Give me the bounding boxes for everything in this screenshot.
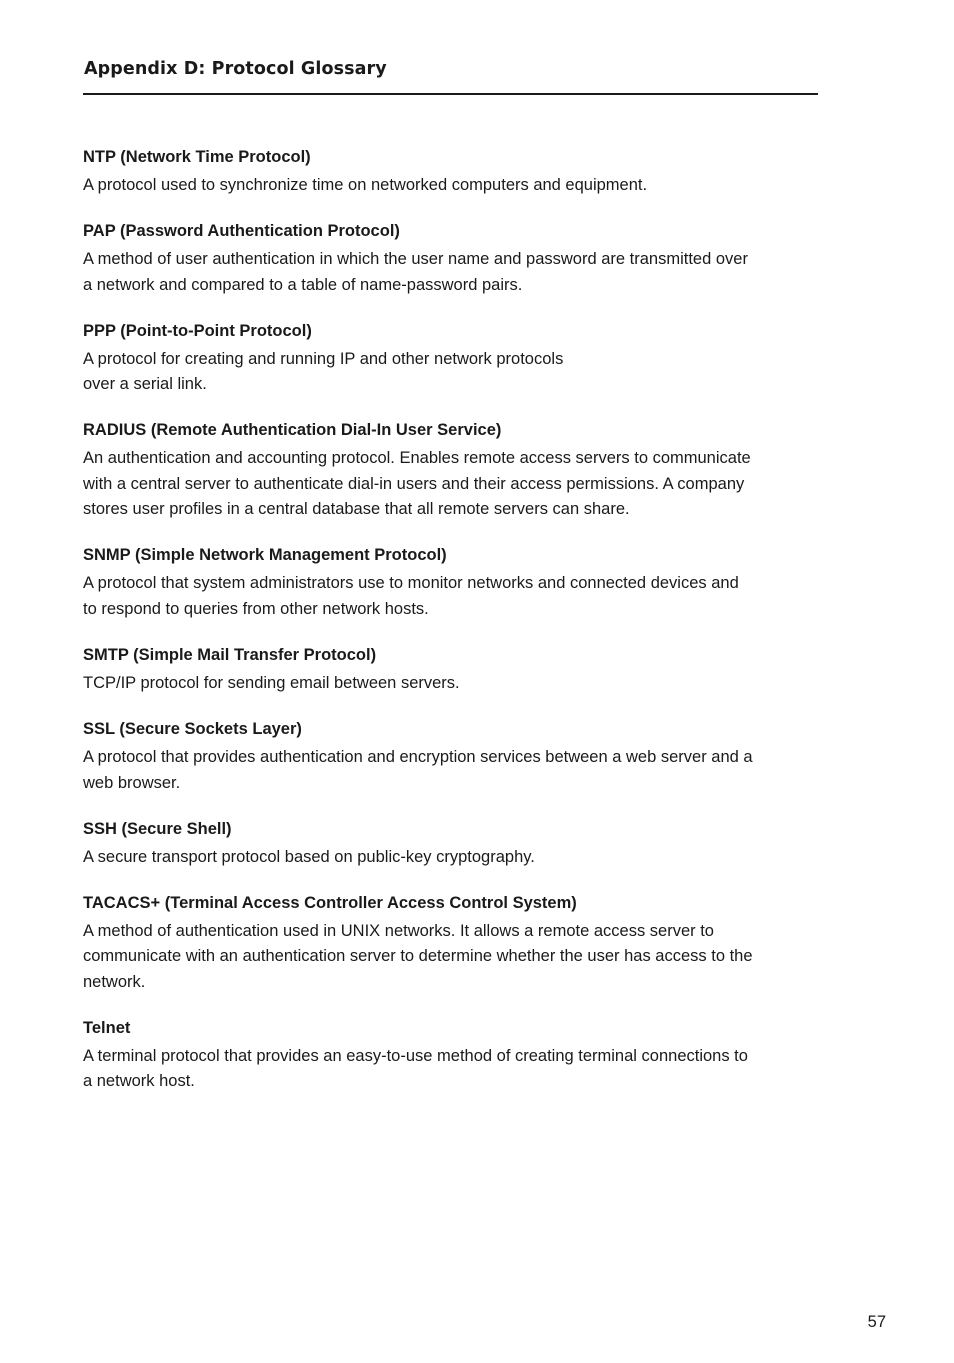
definition-line: network.: [83, 972, 146, 991]
glossary-term: SMTP (Simple Mail Transfer Protocol): [83, 645, 377, 664]
glossary-entry: [83, 418, 823, 522]
definition-line: A terminal protocol that provides an easy-to-use method of creating terminal connections to: [83, 1047, 748, 1066]
definition-line: A protocol that provides authentication and encryption services between a web server and a: [83, 748, 753, 767]
glossary-definition: [83, 1044, 823, 1095]
glossary-entry: [83, 543, 823, 622]
glossary-entry: [83, 817, 823, 870]
glossary-list: [83, 145, 823, 1116]
definition-line: over a serial link.: [83, 375, 207, 394]
page-header: [83, 58, 818, 95]
glossary-definition: [83, 446, 823, 522]
glossary-definition: [83, 347, 823, 398]
definition-line: A protocol for creating and running IP and other network protocols: [83, 349, 564, 368]
glossary-term: SSH (Secure Shell): [83, 819, 232, 838]
definition-line: a network host.: [83, 1072, 195, 1091]
glossary-term: PPP (Point-to-Point Protocol): [83, 321, 312, 340]
definition-line: stores user profiles in a central database that all remote servers can share.: [83, 500, 630, 519]
definition-line: A protocol used to synchronize time on networked computers and equipment.: [83, 176, 648, 194]
glossary-entry: [83, 219, 823, 298]
glossary-definition: [83, 919, 823, 995]
glossary-term: TACACS+ (Terminal Access Controller Access Control System): [83, 894, 577, 913]
glossary-entry: [83, 145, 823, 198]
glossary-term: RADIUS (Remote Authentication Dial-In User Service): [83, 421, 502, 440]
glossary-definition: [83, 845, 823, 870]
glossary-term: SSL (Secure Sockets Layer): [83, 720, 302, 739]
glossary-definition: [83, 671, 823, 696]
definition-line: A protocol that system administrators use to monitor networks and connected devices and: [83, 574, 739, 593]
glossary-term: SNMP (Simple Network Management Protocol): [83, 546, 447, 565]
definition-line: TCP/IP protocol for sending email between servers.: [83, 673, 460, 692]
glossary-entry: [83, 319, 823, 398]
glossary-definition: [83, 571, 823, 622]
definition-line: A secure transport protocol based on public-key cryptography.: [83, 847, 535, 866]
definition-line: with a central server to authenticate dial-in users and their access permissions. A company: [83, 474, 745, 493]
glossary-definition: [83, 745, 823, 796]
definition-line: A method of authentication used in UNIX networks. It allows a remote access server to: [83, 922, 714, 941]
page-title: Appendix D: Protocol Glossary: [84, 59, 387, 79]
glossary-definition: [83, 247, 823, 298]
page-number: 57: [867, 1313, 886, 1331]
glossary-definition: [83, 173, 823, 198]
definition-line: A method of user authentication in which the user name and password are transmitted over: [83, 250, 748, 269]
definition-line: An authentication and accounting protocol. Enables remote access servers to communicate: [83, 449, 751, 468]
glossary-entry: [83, 891, 823, 995]
glossary-entry: [83, 1016, 823, 1095]
glossary-entry: [83, 717, 823, 796]
definition-line: a network and compared to a table of name-password pairs.: [83, 275, 523, 294]
glossary-term: Telnet: [83, 1019, 131, 1038]
definition-line: web browser.: [83, 773, 181, 792]
glossary-entry: [83, 643, 823, 696]
definition-line: to respond to queries from other network hosts.: [83, 599, 429, 618]
glossary-term: NTP (Network Time Protocol): [83, 148, 311, 166]
glossary-term: PAP (Password Authentication Protocol): [83, 222, 400, 241]
definition-line: communicate with an authentication server to determine whether the user has access to the: [83, 947, 753, 966]
